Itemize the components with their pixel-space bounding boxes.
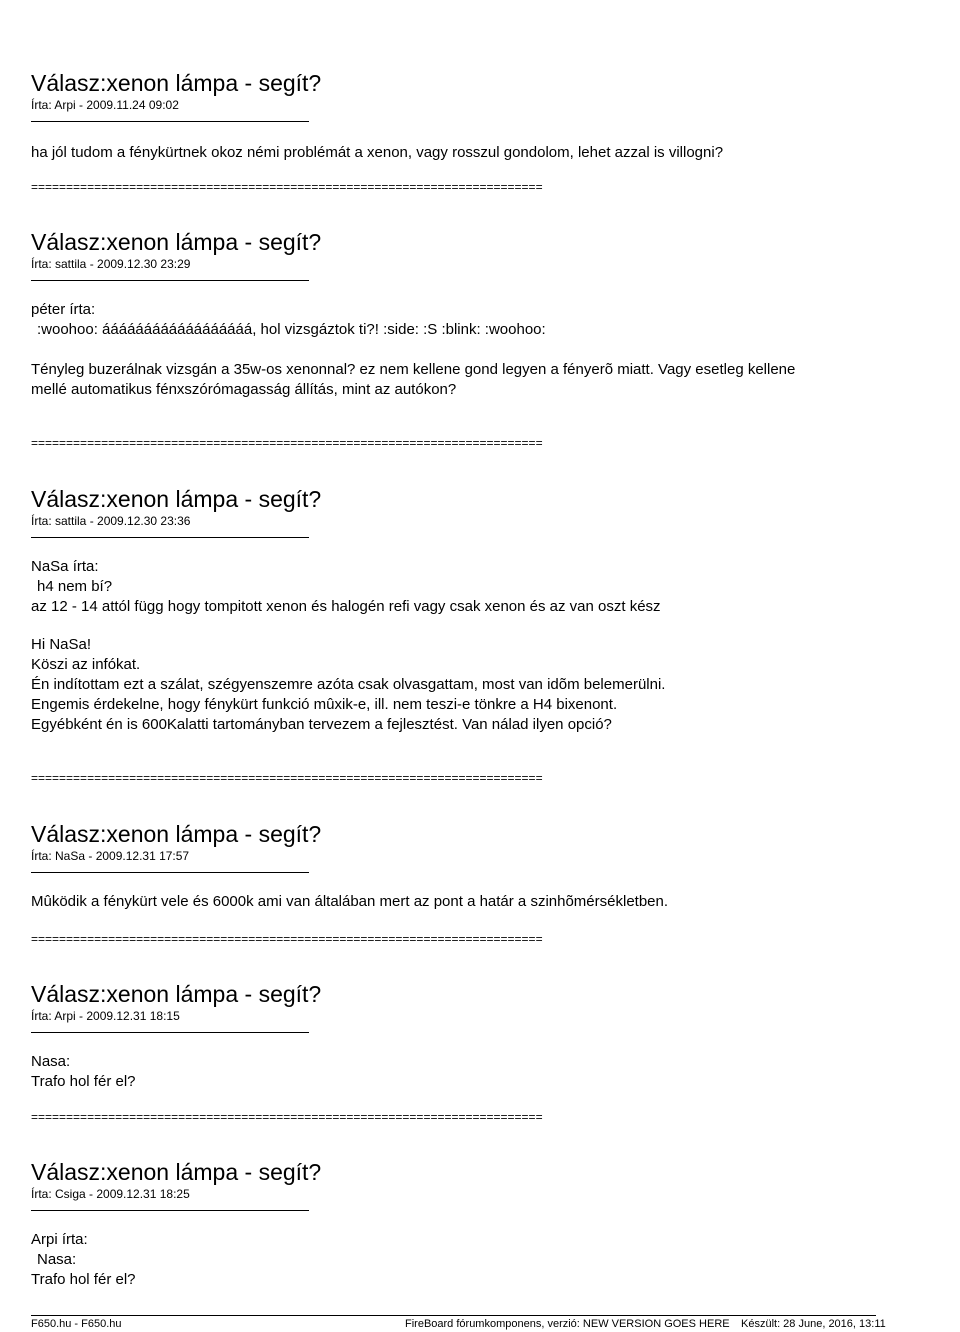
quote-author: péter írta: — [31, 301, 96, 318]
footer-component: FireBoard fórumkomponens, verzió: NEW VERSION GOES HERE — [405, 1318, 730, 1330]
post-author-date: Írta: Arpi - 2009.11.24 09:02 — [31, 98, 179, 112]
quote-text: h4 nem bí? — [37, 578, 113, 595]
post-author-date: Írta: sattila - 2009.12.30 23:36 — [31, 514, 191, 528]
post-body-line: mellé automatikus fénxszórómagasság állítás, mint az autókon? — [31, 381, 457, 398]
post-author-date: Írta: NaSa - 2009.12.31 17:57 — [31, 849, 190, 863]
post-2 — [31, 229, 911, 399]
post-divider — [31, 872, 309, 873]
quote-author: NaSa írta: — [31, 558, 99, 575]
post-6 — [31, 1159, 911, 1289]
post-separator: ========================================================================= — [31, 1110, 543, 1124]
footer-divider — [31, 1315, 876, 1316]
post-3 — [31, 486, 911, 734]
post-author-date: Írta: sattila - 2009.12.30 23:29 — [31, 257, 191, 271]
post-body-line: Trafo hol fér el? — [31, 1073, 136, 1090]
post-separator: ========================================================================= — [31, 180, 543, 194]
post-divider — [31, 1210, 309, 1211]
post-body-line: Én indítottam ezt a szálat, szégyenszemre azóta csak olvasgattam, most van idõm belemerülni. — [31, 676, 666, 693]
post-body-line: Trafo hol fér el? — [31, 1271, 136, 1288]
post-body-line: Engemis érdekelne, hogy fénykürt funkció mûxik-e, ill. nem teszi-e tönkre a H4 bixenont. — [31, 696, 618, 713]
post-body-line: Mûködik a fénykürt vele és 6000k ami van általában mert az pont a határ a szinhõmérsékletben. — [31, 893, 669, 910]
post-body-line: Tényleg buzerálnak vizsgán a 35w-os xenonnal? ez nem kellene gond legyen a fényerõ miatt. Vagy esetleg kellene — [31, 361, 796, 378]
post-author-date: Írta: Arpi - 2009.12.31 18:15 — [31, 1009, 180, 1023]
post-1 — [31, 70, 911, 162]
post-title: Válasz:xenon lámpa - segít? — [31, 486, 322, 512]
post-4 — [31, 821, 911, 911]
quote-author: Arpi írta: — [31, 1231, 88, 1248]
post-divider — [31, 537, 309, 538]
post-separator: ========================================================================= — [31, 932, 543, 946]
post-5 — [31, 981, 911, 1091]
post-divider — [31, 121, 309, 122]
post-divider — [31, 1032, 309, 1033]
post-body-line: Hi NaSa! — [31, 636, 92, 653]
post-body-line: Egyébként én is 600Kalatti tartományban tervezem a fejlesztést. Van nálad ilyen opció? — [31, 716, 612, 733]
post-title: Válasz:xenon lámpa - segít? — [31, 229, 322, 255]
post-title: Válasz:xenon lámpa - segít? — [31, 821, 322, 847]
footer-generated: Készült: 28 June, 2016, 13:11 — [741, 1318, 886, 1330]
post-author-date: Írta: Csiga - 2009.12.31 18:25 — [31, 1187, 190, 1201]
post-body-line: Nasa: — [31, 1053, 71, 1070]
post-title: Válasz:xenon lámpa - segít? — [31, 1159, 322, 1185]
quote-text: Nasa: — [37, 1251, 77, 1268]
footer-site: F650.hu - F650.hu — [31, 1318, 122, 1330]
post-separator: ========================================================================= — [31, 436, 543, 450]
post-divider — [31, 280, 309, 281]
quote-reply: az 12 - 14 attól függ hogy tompitott xenon és halogén refi vagy csak xenon és az van oszt kész — [31, 598, 661, 615]
post-body-line: Köszi az infókat. — [31, 656, 141, 673]
post-title: Válasz:xenon lámpa - segít? — [31, 981, 322, 1007]
post-body-line: ha jól tudom a fénykürtnek okoz némi problémát a xenon, vagy rosszul gondolom, lehet azzal is villogni? — [31, 144, 724, 161]
post-separator: ========================================================================= — [31, 771, 543, 785]
quote-text: :woohoo: áááááááááááááááááá, hol vizsgáztok ti?! :side: :S :blink: :woohoo: — [37, 321, 546, 338]
post-title: Válasz:xenon lámpa - segít? — [31, 70, 322, 96]
